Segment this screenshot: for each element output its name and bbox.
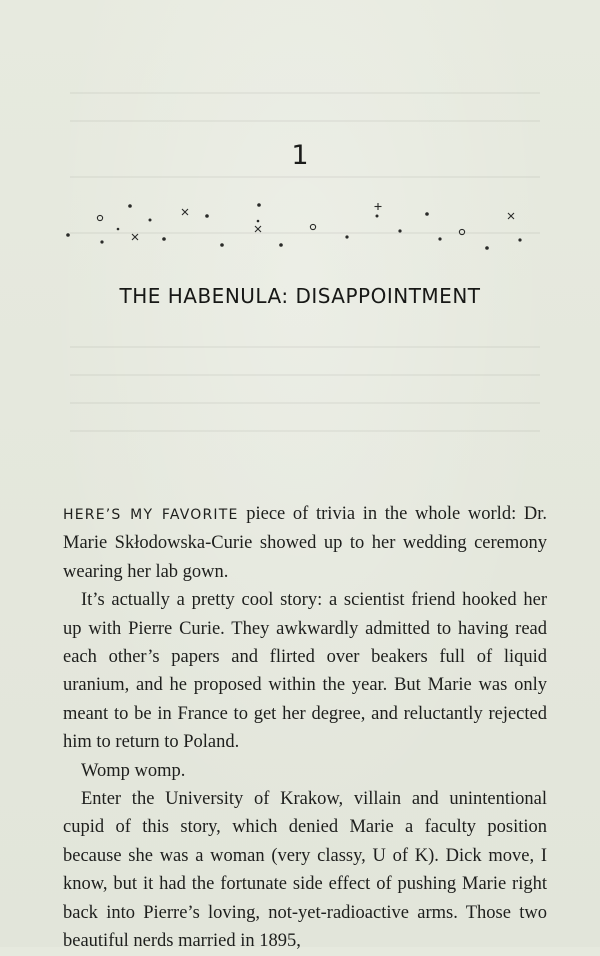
- paragraph-text: piece of trivia in the whole world: Dr. Marie Skłodowska-Curie showed up to her wedding ceremony wearing her lab gown.: [63, 504, 548, 582]
- show-through-line: [70, 120, 540, 122]
- chapter-title: THE HABENULA: DISAPPOINTMENT: [119, 284, 481, 308]
- chapter-number: 1: [291, 140, 309, 171]
- show-through-line: [70, 346, 540, 348]
- show-through-line: [70, 430, 540, 432]
- chapter-body-text: [63, 500, 547, 956]
- paragraph: It’s actually a pretty cool story: a scientist friend hooked her up with Pierre Curie. They awkwardly admitted to having read each other’s papers and flirted over beakers full of liquid uranium, and he proposed within the year. But Marie was only meant to be in France to get her degree, and reluctantly rejected him to return to Poland.: [63, 590, 547, 753]
- show-through-line: [70, 402, 540, 404]
- paragraph: [63, 500, 547, 586]
- show-through-line: [70, 92, 540, 94]
- lead-in-smallcaps: HERE’S MY FAVORITE: [63, 507, 239, 523]
- paragraph: Womp womp.: [81, 760, 186, 781]
- paragraph: Enter the University of Krakow, villain and unintentional cupid of this story, which denied Marie a faculty position because she was a woman (very classy, U of K). Dick move, I know, but it had the fortunate side effect of pushing Marie right back into Pierre’s loving, not-yet-radioactive arms. Those two beautiful nerds married in 1895,: [63, 789, 547, 952]
- star-constellation-ornament: [0, 195, 600, 255]
- show-through-line: [70, 374, 540, 376]
- show-through-line: [70, 176, 540, 178]
